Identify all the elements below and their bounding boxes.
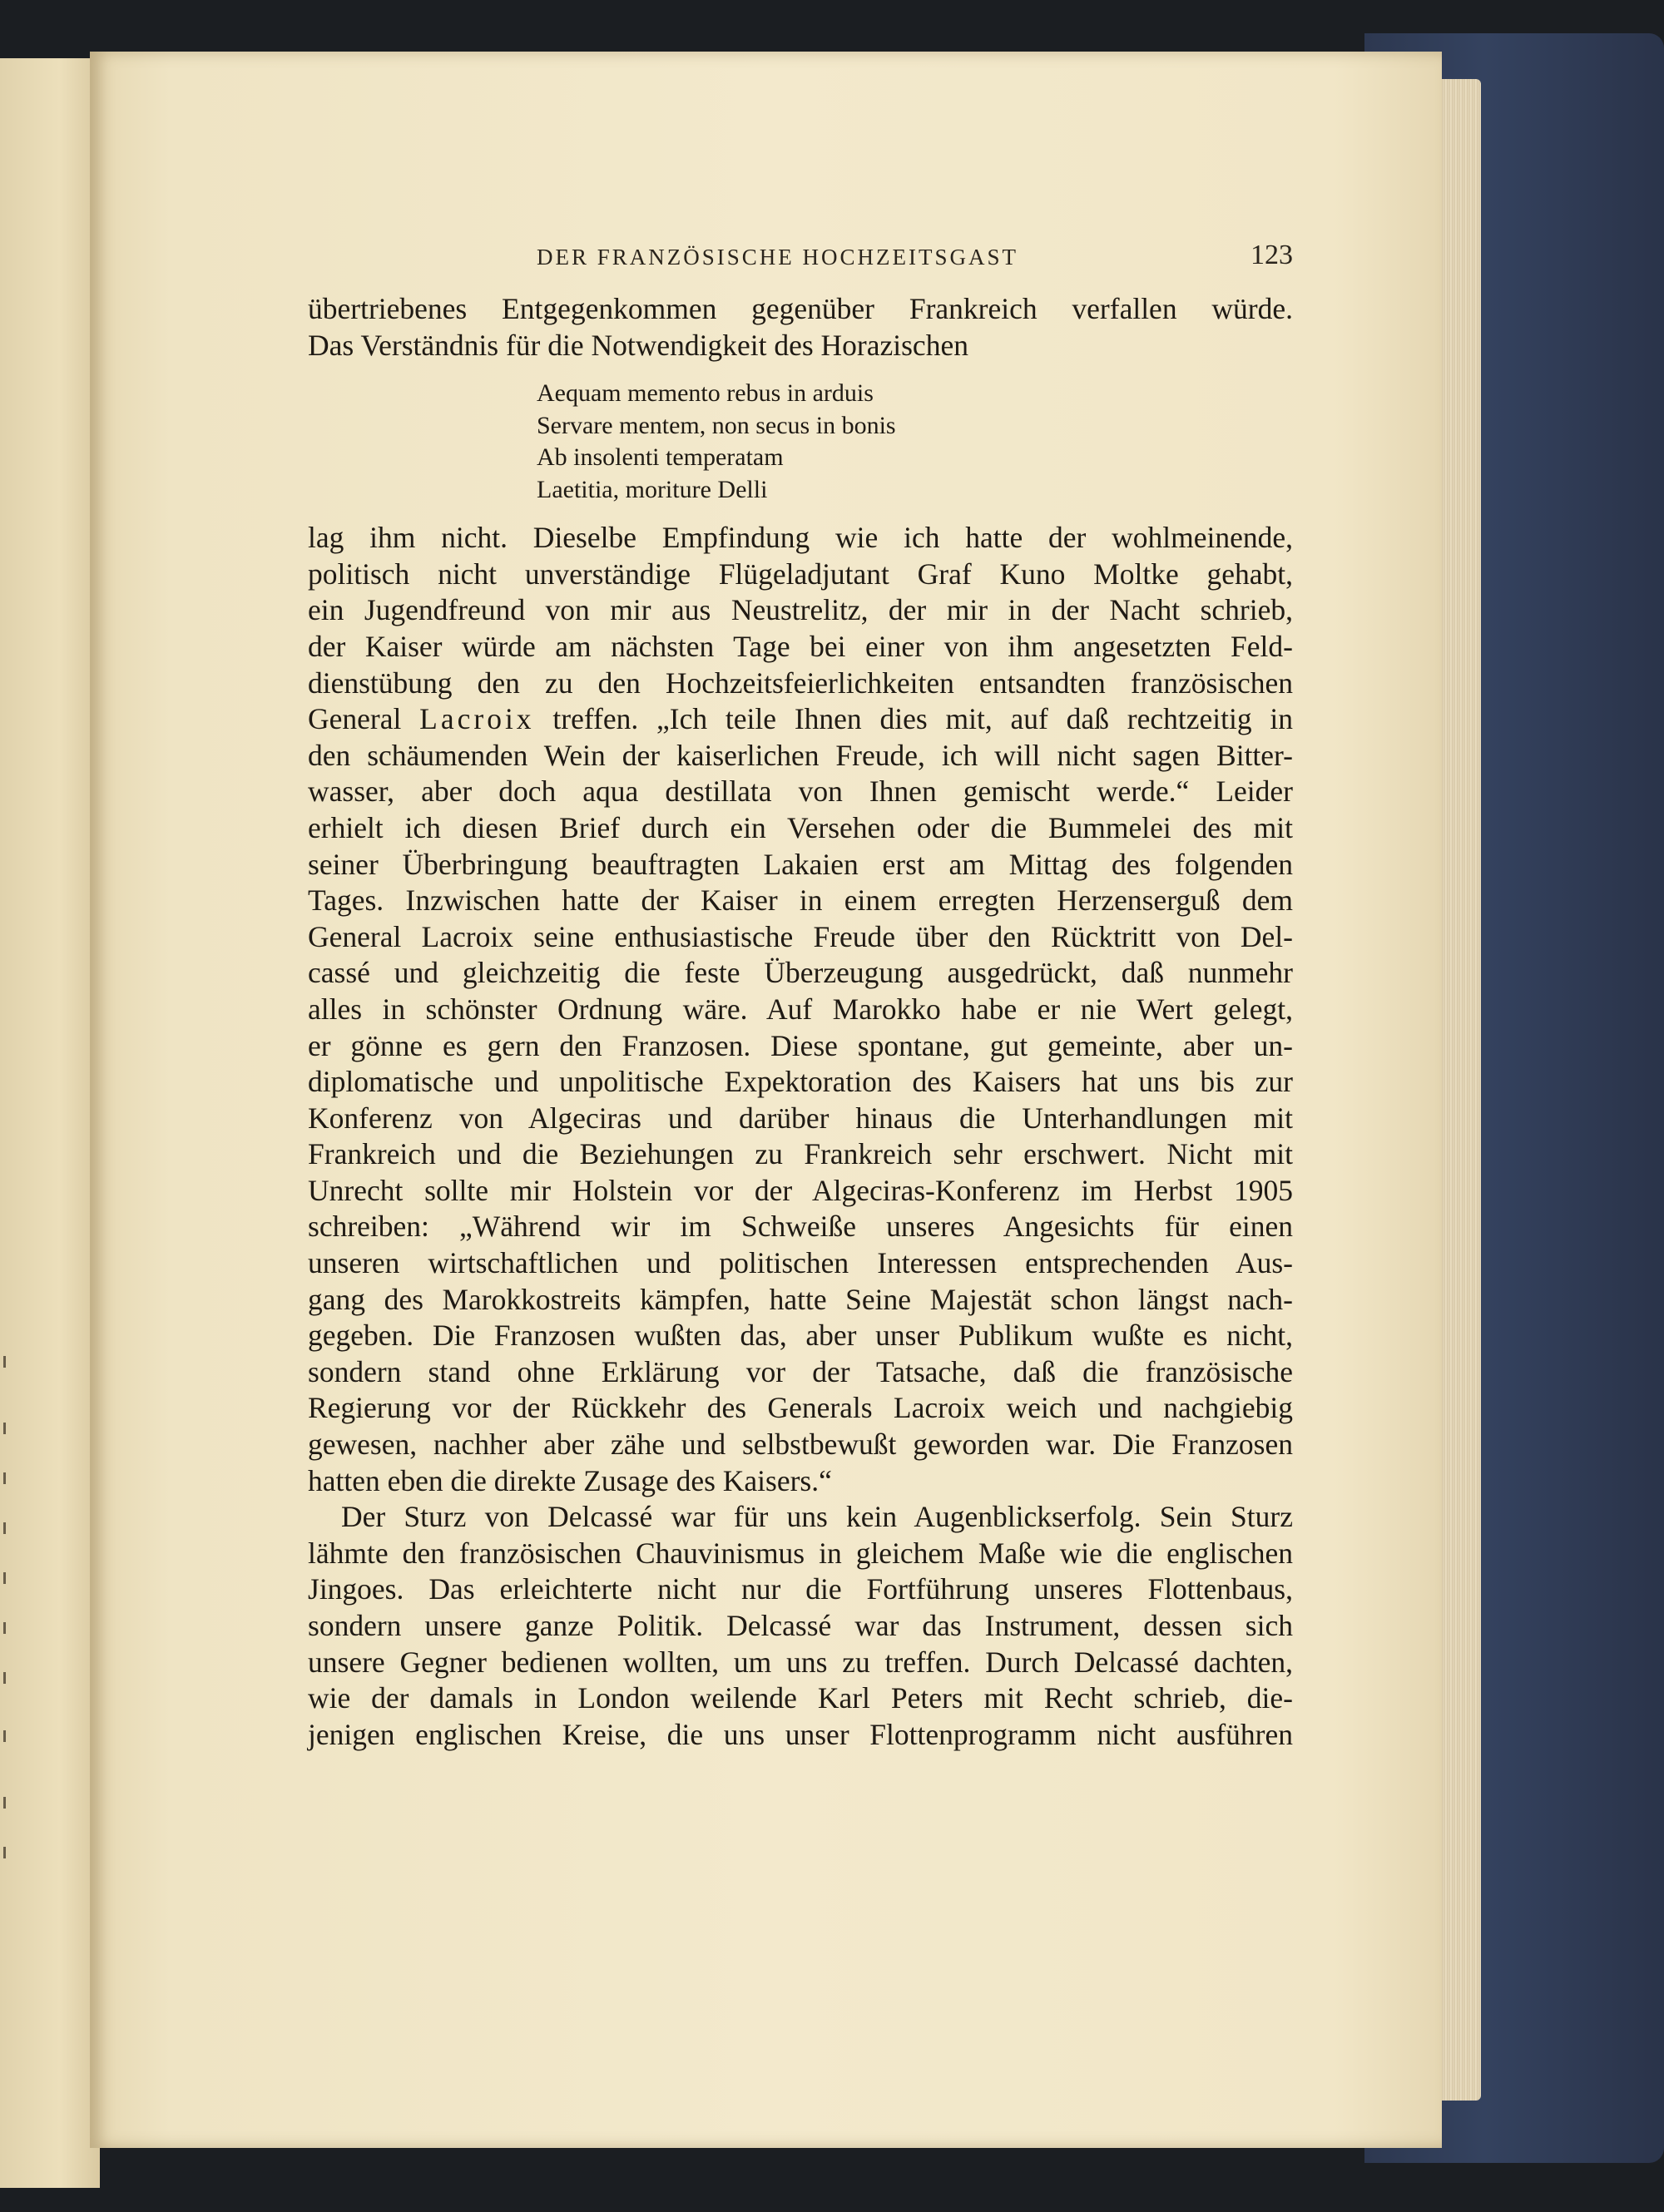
book-page	[90, 52, 1442, 2148]
paragraph-2	[308, 1499, 1293, 1753]
text-fragment: General	[308, 702, 420, 736]
text-line: Frankreich und die Beziehungen zu Frankreich sehr erschwert. Nicht mit	[308, 1137, 1293, 1171]
text-line-lacroix	[308, 701, 1293, 738]
paragraph-1	[308, 520, 1293, 1499]
text-line: diplomatische und unpolitische Expektoration des Kaisers hat uns bis zur	[308, 1065, 1293, 1099]
text-line: hatten eben die direkte Zusage des Kaisers.“	[308, 1463, 832, 1497]
text-line: unseren wirtschaftlichen und politischen Interessen entsprechenden Aus-	[308, 1246, 1293, 1280]
text-line: der Kaiser würde am nächsten Tage bei einer von ihm angesetzten Feld-	[308, 629, 1293, 663]
text-line: dienstübung den zu den Hochzeitsfeierlichkeiten entsandten französischen	[308, 666, 1293, 700]
text-line: unsere Gegner bedienen wollten, um uns zu treffen. Durch Delcassé dachten,	[308, 1645, 1293, 1679]
text-line: den schäumenden Wein der kaiserlichen Freude, ich will nicht sagen Bitter-	[308, 738, 1293, 772]
text-line: übertriebenes Entgegenkommen gegenüber Frankreich verfallen würde.	[308, 292, 1293, 325]
text-line: lähmte den französischen Chauvinismus in gleichem Maße wie die englischen	[308, 1536, 1293, 1570]
text-line: politisch nicht unverständige Flügeladjutant Graf Kuno Moltke gehabt,	[308, 557, 1293, 591]
horace-verse	[537, 378, 1293, 506]
text-line: Regierung vor der Rückkehr des Generals Lacroix weich und nachgiebig	[308, 1391, 1293, 1425]
text-line: ein Jugendfreund von mir aus Neustrelitz, der mir in der Nacht schrieb,	[308, 593, 1293, 627]
verse-line: Aequam memento rebus in arduis	[537, 379, 874, 408]
text-line: lag ihm nicht. Dieselbe Empfindung wie ich hatte der wohlmeinende,	[308, 521, 1293, 555]
text-line: seiner Überbringung beauftragten Lakaien erst am Mittag des folgenden	[308, 847, 1293, 881]
text-line: erhielt ich diesen Brief durch ein Versehen oder die Bummelei des mit	[308, 810, 1293, 844]
running-header	[308, 238, 1293, 288]
verse-line: Laetitia, moriture Delli	[537, 475, 768, 503]
text-line: alles in schönster Ordnung wäre. Auf Marokko habe er nie Wert gelegt,	[308, 992, 1293, 1026]
text-line: gang des Marokkostreits kämpfen, hatte Seine Majestät schon längst nach-	[308, 1282, 1293, 1316]
text-fragment: treffen. „Ich teile Ihnen dies mit, auf daß rechtzeitig in	[534, 702, 1293, 736]
text-line: Unrecht sollte mir Holstein vor der Algeciras-Konferenz im Herbst 1905	[308, 1173, 1293, 1207]
text-line: General Lacroix seine enthusiastische Freude über den Rücktritt von Del-	[308, 919, 1293, 953]
text-line: Das Verständnis für die Notwendigkeit des Horazischen	[308, 328, 968, 362]
verse-line: Servare mentem, non secus in bonis	[537, 411, 896, 439]
spaced-name-lacroix: Lacroix	[419, 702, 535, 736]
text-line: cassé und gleichzeitig die feste Überzeugung ausgedrückt, daß nunmehr	[308, 956, 1293, 990]
left-page-text-fragments	[0, 58, 17, 2188]
text-line: Der Sturz von Delcassé war für uns kein Augenblickserfolg. Sein Sturz	[341, 1500, 1293, 1534]
verse-line: Ab insolenti temperatam	[537, 443, 784, 472]
text-line: wie der damals in London weilende Karl Peters mit Recht schrieb, die-	[308, 1681, 1293, 1715]
body-text	[308, 291, 1293, 1753]
chapter-title: DER FRANZÖSISCHE HOCHZEITSGAST	[537, 245, 1019, 270]
left-facing-page	[0, 58, 100, 2188]
text-line: gewesen, nachher aber zähe und selbstbewußt geworden war. Die Franzosen	[308, 1428, 1293, 1462]
text-line: schreiben: „Während wir im Schweiße unseres Angesichts für einen	[308, 1210, 1293, 1244]
text-line: er gönne es gern den Franzosen. Diese spontane, gut gemeinte, aber un-	[308, 1028, 1293, 1062]
page-number: 123	[1250, 240, 1293, 270]
text-line: jenigen englischen Kreise, die uns unser Flottenprogramm nicht ausführen	[308, 1717, 1293, 1751]
text-line: Konferenz von Algeciras und darüber hinaus die Unterhandlungen mit	[308, 1101, 1293, 1135]
text-line: gegeben. Die Franzosen wußten das, aber unser Publikum wußte es nicht,	[308, 1319, 1293, 1353]
text-line: sondern unsere ganze Politik. Delcassé war das Instrument, dessen sich	[308, 1609, 1293, 1642]
text-line: sondern stand ohne Erklärung vor der Tatsache, daß die französische	[308, 1354, 1293, 1388]
intro-lines	[308, 291, 1293, 364]
text-line: Tages. Inzwischen hatte der Kaiser in einem erregten Herzenserguß dem	[308, 883, 1293, 918]
text-line: Jingoes. Das erleichterte nicht nur die Fortführung unseres Flottenbaus,	[308, 1572, 1293, 1606]
text-line: wasser, aber doch aqua destillata von Ihnen gemischt werde.“ Leider	[308, 774, 1293, 809]
